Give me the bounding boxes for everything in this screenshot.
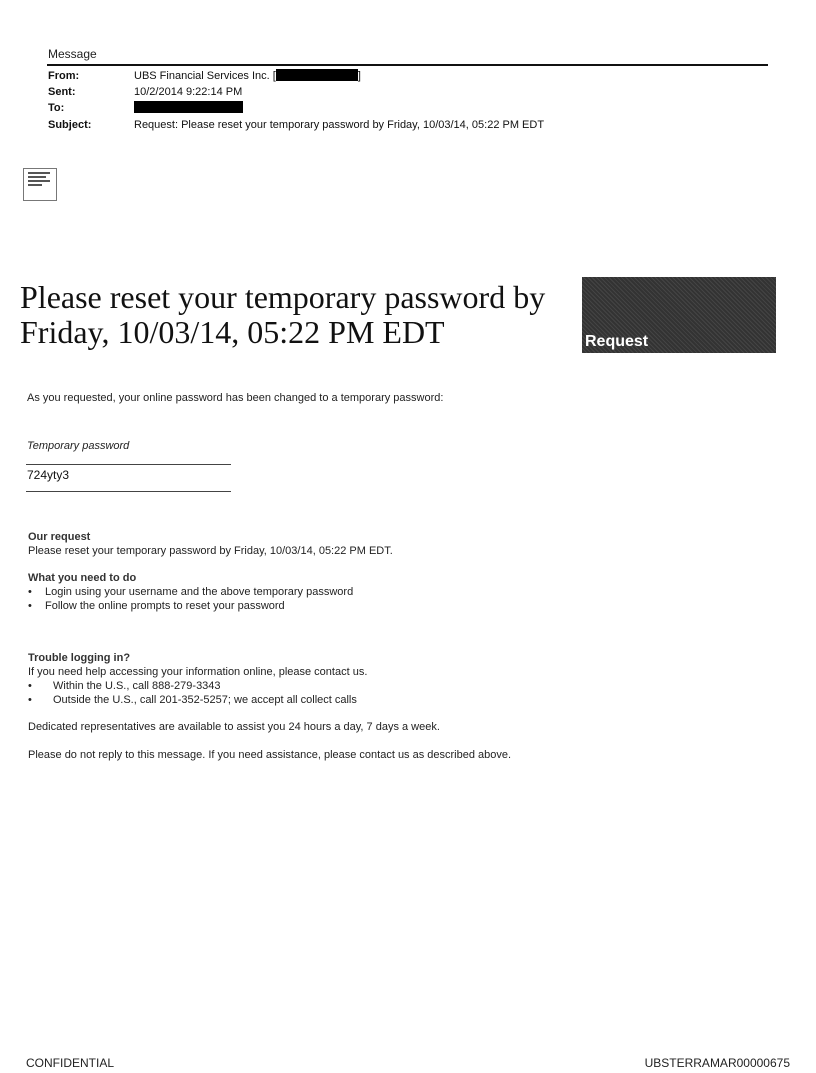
list-item-text: Follow the online prompts to reset your password <box>45 600 285 612</box>
subject-value: Request: Please reset your temporary password by Friday, 10/03/14, 05:22 PM EDT <box>134 119 545 131</box>
to-value <box>134 101 243 115</box>
bullet-icon: • <box>28 586 32 598</box>
header-divider <box>47 64 768 66</box>
sent-label: Sent: <box>48 86 76 98</box>
trouble-text: If you need help accessing your information online, please contact us. <box>28 666 368 678</box>
list-item <box>28 585 353 599</box>
list-item <box>28 599 353 613</box>
intro-text: As you requested, your online password has been changed to a temporary password: <box>27 392 444 404</box>
to-row <box>48 101 243 115</box>
bullet-icon: • <box>28 680 32 692</box>
trouble-section <box>28 651 367 707</box>
sent-row <box>48 85 242 99</box>
todo-section <box>28 571 353 613</box>
subject-row <box>48 118 544 132</box>
to-label: To: <box>48 102 65 114</box>
footer-bates-number: UBSTERRAMAR00000675 <box>644 1056 790 1070</box>
page-title: Please reset your temporary password by Friday, 10/03/14, 05:22 PM EDT <box>20 279 546 350</box>
temp-password-bottom-rule <box>26 491 231 492</box>
bullet-icon: • <box>28 694 32 706</box>
list-item <box>28 679 367 693</box>
image-placeholder-icon <box>23 168 57 201</box>
list-item-text: Within the U.S., call 888-279-3343 <box>53 680 221 692</box>
availability-text: Dedicated representatives are available to assist you 24 hours a day, 7 days a week. <box>28 721 440 733</box>
subject-label: Subject: <box>48 119 92 131</box>
no-reply-text: Please do not reply to this message. If you need assistance, please contact us as described above. <box>28 749 512 761</box>
redaction-block <box>134 101 243 113</box>
temp-password-top-rule <box>26 464 231 465</box>
footer-confidential: CONFIDENTIAL <box>26 1056 115 1070</box>
sent-value: 10/2/2014 9:22:14 PM <box>134 86 243 98</box>
our-request-section <box>28 530 393 558</box>
request-badge-label: Request <box>585 333 649 350</box>
from-label: From: <box>48 70 80 82</box>
list-item-text: Outside the U.S., call 201-352-5257; we accept all collect calls <box>53 694 357 706</box>
trouble-heading: Trouble logging in? <box>28 652 131 664</box>
from-sender: UBS Financial Services Inc. [ <box>134 70 276 82</box>
request-badge <box>582 277 776 353</box>
our-request-text: Please reset your temporary password by Friday, 10/03/14, 05:22 PM EDT. <box>28 545 393 557</box>
our-request-heading: Our request <box>28 531 91 543</box>
from-bracket: ] <box>357 70 361 82</box>
bullet-icon: • <box>28 600 32 612</box>
temp-password-value: 724yty3 <box>27 468 70 482</box>
from-row <box>48 69 361 83</box>
from-value <box>134 69 361 83</box>
message-label: Message <box>48 47 97 61</box>
redaction-block <box>276 69 358 81</box>
todo-heading: What you need to do <box>28 572 137 584</box>
list-item-text: Login using your username and the above temporary password <box>45 586 354 598</box>
list-item <box>28 693 367 707</box>
temp-password-label: Temporary password <box>27 440 130 452</box>
